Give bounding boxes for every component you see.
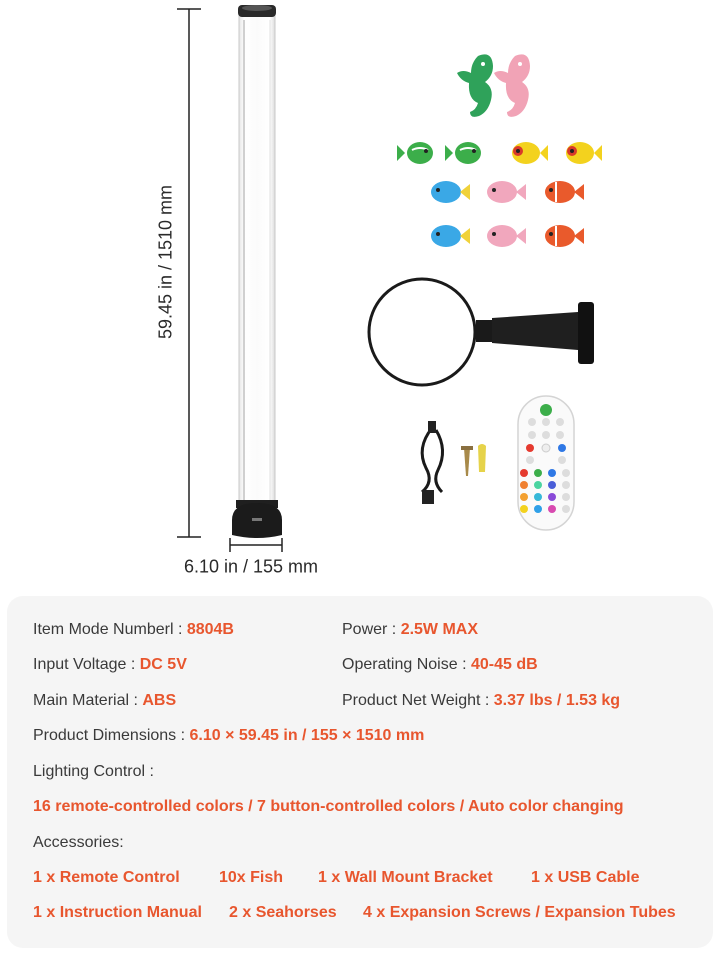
bubble-tube-lamp	[232, 5, 282, 538]
accessory-item: 1 x Instruction Manual	[33, 904, 202, 921]
fish-pink-icon	[487, 225, 526, 247]
spec-input-voltage: Input Voltage : DC 5V	[33, 656, 187, 673]
width-dimension-line	[230, 538, 282, 552]
remote-control-icon	[518, 396, 574, 530]
fish-yellow-icon	[566, 142, 602, 164]
accessory-item: 1 x Wall Mount Bracket	[318, 869, 493, 886]
fish-green-icon	[445, 142, 481, 164]
spec-power: Power : 2.5W MAX	[342, 621, 479, 638]
seahorse-pink-icon	[494, 54, 530, 117]
spec-lighting-control-label: Lighting Control :	[33, 763, 154, 780]
fish-pink-icon	[487, 181, 526, 203]
width-dimension-label: 6.10 in / 155 mm	[183, 556, 319, 577]
seahorse-green-icon	[457, 54, 493, 117]
spec-product-dimensions: Product Dimensions : 6.10 × 59.45 in / 155 × 1510 mm	[33, 727, 425, 744]
spec-net-weight: Product Net Weight : 3.37 lbs / 1.53 kg	[342, 692, 621, 709]
height-dimension-label: 59.45 in / 1510 mm	[155, 184, 176, 340]
height-dimension-line	[177, 9, 201, 537]
accessory-item: 2 x Seahorses	[229, 904, 337, 921]
spec-main-material: Main Material : ABS	[33, 692, 177, 709]
fish-orange-icon	[545, 225, 584, 247]
accessory-item: 1 x USB Cable	[531, 869, 640, 886]
fish-blue-icon	[431, 181, 470, 203]
accessory-item: 4 x Expansion Screws / Expansion Tubes	[363, 904, 676, 921]
spec-model: Item Mode Numberl : 8804B	[33, 621, 234, 638]
fish-green-icon	[397, 142, 433, 164]
specifications-panel	[7, 596, 713, 948]
accessory-item: 1 x Remote Control	[33, 869, 180, 886]
fish-yellow-icon	[512, 142, 548, 164]
fish-blue-icon	[431, 225, 470, 247]
fish-group	[397, 142, 602, 247]
spec-lighting-control-value: 16 remote-controlled colors / 7 button-controlled colors / Auto color changing	[33, 798, 624, 815]
fish-orange-icon	[545, 181, 584, 203]
wall-mount-bracket-icon	[369, 279, 594, 385]
usb-cable-icon	[422, 421, 443, 504]
spec-operating-noise: Operating Noise : 40-45 dB	[342, 656, 538, 673]
accessory-item: 10x Fish	[219, 869, 284, 886]
expansion-screws-icon	[461, 444, 486, 476]
accessories-label: Accessories:	[33, 834, 124, 851]
